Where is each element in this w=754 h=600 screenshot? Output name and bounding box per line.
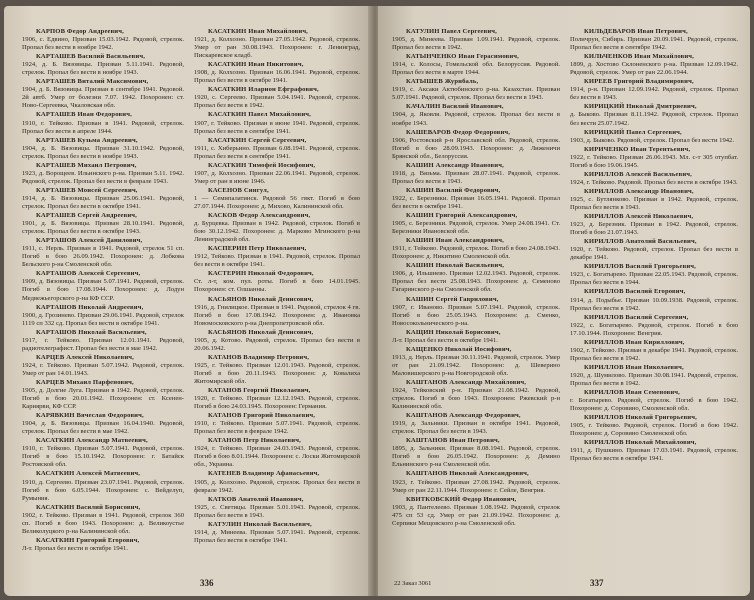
entry-text: 1923, с. Богатырево. Призван 22.05.1943. Рядовой, стрелок. Пропал без вести в 1944. bbox=[570, 271, 738, 287]
entry-name: КАСАТКИН Александр Матвеевич, bbox=[36, 437, 148, 445]
entry-name: КАШИН Александр Иванович, bbox=[406, 161, 504, 169]
entry-name: КИРИЦКИЙ Павел Сергеевич, bbox=[584, 128, 682, 136]
entry bbox=[194, 387, 360, 411]
entry-name: КАСАТКИН Иван Михайлович, bbox=[208, 28, 308, 35]
entry bbox=[570, 53, 738, 77]
entry bbox=[392, 187, 560, 211]
entry-name: КАТКОВ Анатолий Иванович, bbox=[208, 495, 304, 503]
entry bbox=[22, 412, 184, 436]
entry-text: 1917, г. Тейково. Призван 12.01.1941. Рядовой, радиотелеграфист. Пропал без вести в мае 1942. bbox=[22, 336, 184, 352]
entry-text: 1911, д. Пушкино. Призван 17.03.1941. Рядовой, стрелок. Пропал без вести в октябре 1941. bbox=[570, 447, 738, 463]
entry bbox=[194, 496, 360, 520]
entry-text: 1904, д. Б. Вязовицы. Призван в сентябре 1941. Рядовой. 2й автб. Умер от болезни 7.07. 1942. Похоронен: ст. Ново-Сергеевка, Чкаловская обл. bbox=[22, 86, 184, 110]
entry-text: 1920, д. Шумилово. Призван 30.08.1941. Рядовой, стрелок. Пропал без вести в 1942. bbox=[570, 371, 738, 387]
entry-name: КИРИЛЛОВ Василий Егорович, bbox=[584, 288, 686, 296]
entry-name: КВИТКОВСКИЙ Федор Иванович, bbox=[406, 495, 517, 503]
entry-text: 1912, Тейково. Призван в 1941. Рядовой, стрелок. Пропал без вести в октябре 1941. bbox=[194, 253, 360, 269]
entry-text: 1905, д. Минеева. Призван 1.09.1941. Рядовой, стрелок. Пропал без вести в 1942. bbox=[392, 36, 560, 52]
entry bbox=[194, 296, 360, 328]
entry-text: 1916, д. Гнилицкое. Призван в 1941. Рядовой, стрелок 4 гв. Погиб в бою 17.08.1942. Похоронен: д. Ивановка Новомосковского р-на Днепропетровской обл. bbox=[194, 303, 360, 327]
entry-text: Л-т. Пропал без вести в октябре 1941. bbox=[22, 544, 128, 552]
entry-name: КАТУЛИН Николай Васильевич, bbox=[208, 520, 312, 528]
entry-name: КИРИЛЛОВ Алексей Николаевич, bbox=[584, 213, 694, 221]
entry bbox=[570, 364, 738, 388]
entry bbox=[22, 504, 184, 536]
entry-text: 1910, г. Тейково. Призван 5.07.1941. Рядовой, стрелок. Погиб в бою 15.10.1942. Похоронен: г. Батайск Ростовской обл. bbox=[22, 445, 184, 469]
entry-text: 1911, с. Нерль. Призван в 1941. Рядовой, стрелок 51 сп. Погиб в бою 26.09.1942. Похоронен: д. Лобкова Бельского р-на Смоленской обл. bbox=[22, 245, 184, 269]
entry-text: 1924, Тейковский р-н. Призван 21.08.1942. Рядовой, стрелок. Погиб в бою 1943. Похоронен: Ржевский р-н Калининской обл. bbox=[392, 387, 560, 411]
entry-name: КАРТАШОВ Алексей Данилович, bbox=[36, 237, 143, 245]
entry bbox=[22, 137, 184, 161]
entry-name: КАЩЕНКО Николай Иосифович, bbox=[406, 345, 512, 353]
entry-text: Л-т. Пропал без вести в октябре 1941. bbox=[392, 336, 498, 344]
entry-name: КАРТАШЕВ Кузьма Андреевич, bbox=[36, 136, 138, 144]
entry bbox=[570, 103, 738, 127]
entry-name: КАСАТКИН Григорий Егорович, bbox=[36, 536, 140, 544]
entry-text: 1914, д. Минеева. Призван 5.07.1941. Рядовой, стрелок. Пропал без вести в октябре 1941. bbox=[194, 528, 360, 544]
entry bbox=[570, 339, 738, 363]
entry-name: КАСАТКИН Иван Никитович, bbox=[208, 61, 304, 69]
entry-name: КАТЕНЕВ Владимир Афанасьевич, bbox=[208, 470, 320, 478]
entry bbox=[194, 187, 360, 211]
entry-text: 1920, г. Тейково. Призван 12.12.1943. Рядовой, стрелок. Погиб в бою 24.03.1945. Похоронен: Германия. bbox=[194, 395, 360, 411]
entry-text: 1902, г. Тейково. Призван в декабре 1941. Рядовой, стрелок. Пропал без вести в 1942. bbox=[570, 346, 738, 362]
entry-text: д. Бурцевка. Призван в 1942. Рядовой, стрелок. Погиб в бою 30.12.1942. Похоронен: д. Марково Мгинского р-на Ленинградской обл. bbox=[194, 220, 360, 244]
entry bbox=[392, 412, 560, 436]
entry bbox=[22, 270, 184, 302]
entry-name: КАТАНОВ Георгий Николаевич, bbox=[208, 387, 311, 395]
entry-name: КИРИЛЛОВ Василий Григорьевич, bbox=[584, 263, 696, 271]
left-column-2 bbox=[194, 28, 360, 546]
entry bbox=[22, 111, 184, 135]
entry-text: 1911, с. Хиберьино. Призван 6.08.1941. Рядовой, стрелок. Пропал без вести в сентябре 1941. bbox=[194, 144, 360, 160]
entry bbox=[194, 86, 360, 110]
entry bbox=[570, 129, 738, 145]
entry bbox=[22, 28, 184, 52]
entry-name: КАСАТКИН Алексей Матвеевич, bbox=[36, 470, 141, 478]
entry-text: 1909, д. Вязовицы. Призван 5.07.1941. Рядовой, стрелок. Погиб в бою 17.08.1944. Похоронен: д. Лодун Медвежьегорского р-на КФ ССР. bbox=[22, 278, 184, 302]
entry-name: КАТАНОВ Владимир Петрович, bbox=[208, 353, 310, 361]
entry-text: 1895, д. Зальники. Призван 8.08.1941. Рядовой, стрелок. Погиб в бою 26.05.1942. Похоронен: д. Демино Ельнинского р-на Смоленской обл. bbox=[392, 445, 560, 469]
entry bbox=[194, 437, 360, 469]
entry-name: КИРЕЕВ Григорий Владимирович, bbox=[584, 78, 694, 86]
entry-name: КАШТАНОВ Иван Петрович, bbox=[406, 437, 500, 445]
entry-name: КАРТАШЕВ Сергей Андреевич, bbox=[36, 212, 137, 220]
entry-text: 1918, д. Вязьма. Призван 28.07.1941. Рядовой, стрелок. Пропал без вести в 1943. bbox=[392, 169, 560, 185]
entry-text: 1924, д. Б. Вязовицы. Призван 5.11.1941. Рядовой, стрелок. Пропал без вести в ноябре 1943. bbox=[22, 61, 184, 77]
entry-name: КАСАТКИН Павел Михайлович, bbox=[208, 111, 311, 119]
entry-name: КАТУЛИН Павел Сергеевич, bbox=[406, 28, 497, 35]
entry bbox=[22, 162, 184, 186]
entry-name: КАТАНОВ Петр Николаевич, bbox=[208, 437, 301, 445]
entry-name: КИРИЛЛОВ Иван Кириллович, bbox=[584, 338, 685, 346]
entry bbox=[22, 329, 184, 353]
entry-text: 1903, д. Быково. Рядовой, стрелок. Пропал без вести 1942. bbox=[570, 136, 734, 144]
entry bbox=[570, 171, 738, 187]
entry-text: 1903, д. Пантелеево. Призван 1.08.1942. Рядовой, стрелок 475 сп 53 сд. Умер от ран 21.09.1942. Похоронен: д. Серпики Мещовского р-на Смоленской обл. bbox=[392, 503, 560, 527]
entry-text: 1922, г. Тейково. Призван 26.06.1943. Мл. с-т 305 отупбат. Погиб в бою 19.06.1945. bbox=[570, 153, 738, 169]
entry-name: КАРЦЕВ Михаил Парфенович, bbox=[36, 378, 134, 386]
entry-text: 1924, г. Тейково. Призван 5.07.1942. Рядовой, стрелок. Умер от ран 14.01.1943. bbox=[22, 361, 184, 377]
entry-text: Ст. л-т, ком. пул. роты. Погиб в бою 14.01.1945. Похоронен: ст. Олшанны. bbox=[194, 278, 360, 294]
entry bbox=[570, 146, 738, 170]
right-column-2 bbox=[570, 28, 738, 464]
entry-text: 1910, д. Сергеево. Призван 23.07.1941. Рядовой, стрелок. Погиб в бою 6.05.1944. Похоронен: с. Вейделуп, Румыния. bbox=[22, 478, 184, 502]
entry bbox=[22, 53, 184, 77]
right-page bbox=[378, 6, 750, 596]
entry-name: КАСЕНОВ Сингул, bbox=[208, 186, 269, 194]
entry-text: 1904, д. Яковля. Рядовой, стрелок. Пропал без вести в ноябре 1943. bbox=[392, 111, 560, 127]
entry bbox=[194, 354, 360, 386]
entry bbox=[570, 263, 738, 287]
entry bbox=[392, 379, 560, 411]
entry bbox=[392, 53, 560, 77]
entry-text: 1904, д. Б. Вязовицы. Призван 31.10.1942. Рядовой, стрелок. Пропал без вести в ноябре 1943. bbox=[22, 144, 184, 160]
entry bbox=[194, 28, 360, 60]
entry bbox=[392, 437, 560, 469]
entry-name: КАРТАШЕВ Михаил Петрович, bbox=[36, 161, 137, 169]
entry bbox=[570, 28, 738, 52]
entry-name: КАСАТКИН Василий Борисович, bbox=[36, 503, 141, 511]
entry-name: КАТЫШЕВ Журибаль, bbox=[406, 78, 479, 86]
entry bbox=[392, 329, 560, 345]
entry-text: 1924, г. Тейково. Призван 24.03.1943. Рядовой, стрелок. Погиб в бою 8.01.1944. Похоронен: с. Лоски Житомирской обл., Украина. bbox=[194, 445, 360, 469]
entry-name: КАРТАШОВ Николай Васильевич, bbox=[36, 328, 147, 336]
entry-text: 1920, г. Тейково. Рядовой, стрелок. Пропал без вести в декабре 1941. bbox=[570, 246, 738, 262]
entry-text: 1 — Семипалатинск. Рядовой 56 гвкт. Погиб в бою 27.07.1944. Похоронен: д. Михово, Калининской обл. bbox=[194, 194, 360, 210]
entry bbox=[22, 354, 184, 378]
entry-name: КАСАТКИН Сергей Сергеевич, bbox=[208, 136, 307, 144]
entry-name: КАРТАШОВ Николай Андреевич, bbox=[36, 303, 144, 311]
entry-name: КАШИН Иван Александрович, bbox=[406, 237, 504, 245]
entry-text: 1908, д. Колхозно. Призван 16.06.1941. Рядовой, стрелок. Пропал без вести в октябре 1941. bbox=[194, 69, 360, 85]
entry-name: КИРИЛЛОВ Иван Семенович, bbox=[584, 389, 680, 397]
entry bbox=[194, 137, 360, 161]
entry-name: КИРИЛЛОВ Василий Сергеевич, bbox=[584, 313, 689, 321]
entry bbox=[392, 212, 560, 236]
entry-name: КАСАТКИН Иларион Ефграфович, bbox=[208, 86, 319, 94]
entry-name: КАРТАШЕВ Виталий Максимович, bbox=[36, 78, 149, 86]
entry bbox=[570, 314, 738, 338]
entry bbox=[194, 521, 360, 545]
entry-text: 1919, с. Аксаки Актюбинского р-на. Казахстан. Призван 5.07.1941. Рядовой, стрелок. Пропал без вести в 1943. bbox=[392, 86, 560, 102]
entry-text: 1906, д. Ильшнево. Призван 12.02.1943. Рядовой, стрелок. Пропал без вести 25.08.1943. Похоронен: д. Семеново Гагаринского р-на Смоленской обл. bbox=[392, 270, 560, 294]
entry bbox=[392, 237, 560, 261]
entry-text: 1922, с. Богатырево. Рядовой, стрелок. Погиб в бою 17.10.1944. Похоронен: Венгрия. bbox=[570, 321, 738, 337]
entry bbox=[392, 262, 560, 294]
entry-name: КАТЫНЧЕНКО Иван Герасимович, bbox=[406, 53, 519, 61]
entry-name: КИЛЬЧЕНКОВ Иван Михайлович, bbox=[584, 53, 694, 61]
entry-text: 1905, д. Колхозно. Рядовой, стрелок. Пропал без вести в феврале 1942. bbox=[194, 478, 360, 494]
entry-name: КАШИН Николай Васильевич, bbox=[406, 262, 504, 270]
entry bbox=[22, 379, 184, 411]
entry-text: 1906, с. Едвино, Призван 15.03.1942. Рядовой, стрелок. Пропал без вести в ноябре 1942. bbox=[22, 36, 184, 52]
entry bbox=[570, 188, 738, 212]
entry-name: КАСКОВ Федор Александрович, bbox=[208, 212, 311, 220]
entry-text: Поличрун, Сибирь. Призван 20.09.1941. Рядовой, стрелок. Пропал без вести в сентябре 1942. bbox=[570, 36, 738, 52]
page-number-left: 336 bbox=[200, 578, 214, 588]
entry-name: КАЩИН Николай Борисович, bbox=[406, 328, 501, 336]
entry-text: 1911, г. Тейково. Рядовой, стрелок. Погиб в бою 24.08.1943. Похоронен: д. Никитино Смоленской обл. bbox=[392, 245, 560, 261]
entry-text: 1910, г. Тейково. Призван 5.07.1941. Рядовой, стрелок. Пропал без вести в феврале 1942. bbox=[194, 420, 360, 436]
entry-name: КАСАТКИН Тимофей Иосифович, bbox=[208, 161, 316, 169]
entry-name: КАРЯВКИН Вячеслав Федорович, bbox=[36, 412, 144, 420]
entry bbox=[392, 162, 560, 186]
entry-name: КАРТАШОВ Алексей Сергеевич, bbox=[36, 270, 141, 278]
entry bbox=[570, 414, 738, 438]
entry bbox=[22, 537, 184, 553]
entry-text: 1925, г. Тейково. Призван 12.01.1943. Рядовой, стрелок. Погиб в бою 20.11.1943. Похоронен: д. Ковалиха Житомирской обл. bbox=[194, 361, 360, 385]
entry bbox=[194, 162, 360, 186]
entry-name: КАШТАНОВ Александр Федорович, bbox=[406, 412, 521, 420]
entry-text: 1914, с. Колосы, Гомельской обл. Белоруссия. Рядовой. Пропал без вести в марте 1944. bbox=[392, 61, 560, 77]
entry-text: 1910, г. Тейково. Призван в 1941. Рядовой, стрелок. Пропал без вести в апреле 1944. bbox=[22, 119, 184, 135]
entry bbox=[22, 304, 184, 328]
entry-text: 1905, г. Тейково. Рядовой, стрелок. Погиб в бою 1942. Похоронен: д. Соровино Смоленской обл. bbox=[570, 422, 738, 438]
entry bbox=[194, 329, 360, 353]
entry bbox=[392, 78, 560, 102]
entry-name: КИРИЦКИЙ Николай Дмитриевич, bbox=[584, 103, 697, 111]
entry-text: 1925, с. Светицы. Призван 5.01.1943. Рядовой, стрелок. Пропал без вести в 1943. bbox=[194, 503, 360, 519]
entry-name: КИРИЛЛОВ Иван Николаевич, bbox=[584, 363, 684, 371]
entry bbox=[22, 437, 184, 469]
entry bbox=[22, 78, 184, 110]
entry-text: 1914, д. Б. Вязовицы. Призван 25.06.1941. Рядовой, стрелок. Пропал без вести в октябре 1941. bbox=[22, 194, 184, 210]
entry-name: КАТАНОВ Григорий Николаевич, bbox=[208, 412, 316, 420]
entry-name: КАСПЕРИН Петр Николаевич, bbox=[208, 245, 307, 253]
entry-text: 1907, г. Иваново. Призван 5.07.1941. Рядовой, стрелок. Погиб в бою 25.05.1943. Похоронен: д. Сменко, Новосокольнического р-на. bbox=[392, 303, 560, 327]
entry-text: 1905, д. Котово. Рядовой, стрелок. Пропал без вести в 20.06.1942. bbox=[194, 336, 360, 352]
entry-text: 1899, д. Хостово Склоненского р-на. Призван 12.09.1942. Рядовой, стрелок. Умер от ран 22.06.1944. bbox=[570, 61, 738, 77]
entry bbox=[194, 270, 360, 294]
entry-name: КАШИН Григорий Александрович, bbox=[406, 212, 518, 220]
entry bbox=[194, 61, 360, 85]
entry bbox=[570, 439, 738, 463]
entry-text: 1905, с. Березники. Рядовой, стрелок. Умер 24.08.1941. Ст. Березники Ивановской обл. bbox=[392, 220, 560, 236]
entry-name: КАЧАЛИН Василий Иванович, bbox=[406, 103, 504, 111]
entry bbox=[570, 288, 738, 312]
entry bbox=[392, 296, 560, 328]
entry-text: 1919, д. Зальники. Призван в октябре 1941. Рядовой, стрелок. Пропал без вести в 1943. bbox=[392, 420, 560, 436]
left-column-1 bbox=[22, 28, 184, 554]
entry-text: 1924, г. Тейково. Рядовой. Пропал без вести в октябре 1943. bbox=[570, 178, 738, 186]
entry bbox=[392, 129, 560, 161]
entry-name: КАРТАШЕВ Иван Федорович, bbox=[36, 111, 132, 119]
entry-name: КАСЬЯНОВ Николай Денисович, bbox=[208, 328, 314, 336]
entry bbox=[194, 470, 360, 494]
entry bbox=[570, 78, 738, 102]
entry-text: г. Богатырево. Рядовой, стрелок. Погиб в бою 1942. Похоронен: д. Соровино, Смоленской обл. bbox=[570, 397, 738, 413]
entry-text: 1914, д. Подыбье. Призван 10.09.1938. Рядовой, стрелок. Пропал без вести в 1942. bbox=[570, 296, 738, 312]
entry-name: КИРИЛЛОВ Анатолий Васильевич, bbox=[584, 238, 697, 246]
entry-name: КИЛЬДЕВАРОВ Иван Петрович, bbox=[584, 28, 688, 35]
entry-text: 1905, д. Долгие Луга. Призван в 1942. Рядовой, стрелок. Погиб в бою 20.01.1942. Похоронен: ст. Ксенен-Кариярви, КФ ССР. bbox=[22, 387, 184, 411]
entry-text: д. Быково. Призван 8.11.1942. Рядовой, стрелок. Пропал без вести 25.07.1942. bbox=[570, 111, 738, 127]
entry-name: КИРИЧЕНКО Иван Терентьевич, bbox=[584, 145, 691, 153]
entry-text: 1913, д. Нерль. Призван 30.11.1941. Рядовой, стрелок. Умер от ран 21.09.1942. Похоронен: д. Шеверино Маловишерского р-на Новгородской обл. bbox=[392, 353, 560, 377]
entry-name: КАСТЕРИН Николай Федорович, bbox=[208, 270, 314, 278]
entry-text: 1925, с. Бутлянково. Призван в 1942. Рядовой, стрелок. Пропал без вести в 1943. bbox=[570, 195, 738, 211]
entry bbox=[22, 237, 184, 269]
entry bbox=[570, 213, 738, 237]
entry-name: КАСЬЯНОВ Николай Денисович, bbox=[208, 295, 314, 303]
entry-name: КАШЕВАРОВ Федор Федорович, bbox=[406, 128, 511, 136]
entry-name: КАРТАШЕВ Моисей Сергеевич, bbox=[36, 186, 138, 194]
entry-text: 1900, д. Грозинево. Призван 29.06.1941. Рядовой, стрелок 1119 сп 332 сд. Пропал без вести в октябре 1941. bbox=[22, 311, 184, 327]
entry bbox=[22, 470, 184, 502]
entry bbox=[392, 470, 560, 494]
entry-text: 1902, г. Тейково. Призван в 1941. Рядовой, стрелок 360 сп. Погиб в бою 1943. Похоронен: д. Великоустье Великолуцкого р-на Калининской обл. bbox=[22, 511, 184, 535]
entry-text: 1907, г. Тейково. Призван в июне 1941. Рядовой, стрелок. Пропал без вести в сентябре 1941. bbox=[194, 119, 360, 135]
entry-text: 1922, с. Березники. Призван 16.05.1941. Рядовой. Пропал без вести в октябре 1941. bbox=[392, 194, 560, 210]
left-page bbox=[4, 6, 372, 596]
entry bbox=[392, 346, 560, 378]
entry-text: 1907, д. Колхозно. Призван 22.06.1941. Рядовой, стрелок. Умер от ран в июне 1946. bbox=[194, 169, 360, 185]
entry bbox=[22, 212, 184, 236]
entry bbox=[194, 111, 360, 135]
entry bbox=[194, 212, 360, 244]
entry-name: КИРИЛЛОВ Александр Иванович, bbox=[584, 187, 694, 195]
entry-name: КАРЦЕВ Алексей Николаевич, bbox=[36, 353, 134, 361]
entry bbox=[22, 187, 184, 211]
entry bbox=[392, 28, 560, 52]
entry-name: КИРИЛЛОВ Николай Григорьевич, bbox=[584, 414, 697, 422]
entry bbox=[570, 238, 738, 262]
entry-name: КАШИН Василий Федорович, bbox=[406, 186, 501, 194]
entry-name: КАРТАШЕВ Василий Васильевич, bbox=[36, 53, 145, 61]
entry-text: 1904, д. Б. Вязовицы. Призван 16.04.1940. Рядовой, стрелок. Пропал без вести в мае 1942. bbox=[22, 420, 184, 436]
entry-text: 1920, с. Сергеево. Призван 5.04.1941. Рядовой, стрелок. Пропал без вести в 1942. bbox=[194, 94, 360, 110]
entry-text: 1906, Ростовский р-н Ярославской обл. Рядовой, стрелок. Погиб в бою 28.09.1943. Похоронен: д. Лиженичи Брянской обл., Белоруссия. bbox=[392, 136, 560, 160]
entry bbox=[392, 496, 560, 528]
entry-name: КАШИН Сергей Гаврилович, bbox=[406, 295, 499, 303]
entry-text: 1901, д. Б. Вязовицы. Призван 28.10.1941. Рядовой, стрелок. Пропал без вести в октябре 1943. bbox=[22, 220, 184, 236]
entry-name: КАРПОВ Федор Андреевич, bbox=[36, 28, 124, 35]
entry-name: КИРИЛЛОВ Алексей Васильевич, bbox=[584, 170, 692, 178]
entry-name: КАШТАНОВ Николай Александрович, bbox=[406, 470, 529, 478]
entry-text: 1923, д. Ворощеев. Ильинского р-на. Призван 5.11. 1942. Рядовой, стрелок. Пропал без вести в феврале 1943. bbox=[22, 169, 184, 185]
entry bbox=[194, 412, 360, 436]
entry bbox=[570, 389, 738, 413]
entry-text: 1923, д. Березник. Призван в 1942. Рядовой, стрелок. Погиб в бою 21.07.1943. bbox=[570, 221, 738, 237]
entry-text: 1921, д. Колхозно. Призван 27.05.1942. Рядовой, стрелок. Умер от ран 30.08.1943. Похоронен: г. Ленинград, Пискаревское кладб. bbox=[194, 36, 360, 60]
entry-text: 1923, г. Тейково. Призван 27.08.1942. Рядовой, стрелок. Умер от ран 22.11.1944. Похоронен: г. Сейле, Венгрия. bbox=[392, 478, 560, 494]
entry-name: КИРИЛЛОВ Николай Михайлович, bbox=[584, 439, 697, 447]
entry bbox=[194, 245, 360, 269]
entry-text: 1914, р-н. Призван 12.09.1942. Рядовой, стрелок. Пропал без вести в 1943. bbox=[570, 86, 738, 102]
right-column-1 bbox=[392, 28, 560, 529]
page-number-right: 337 bbox=[590, 578, 604, 588]
print-order-note: 22 Заказ 3061 bbox=[394, 580, 432, 587]
entry bbox=[392, 103, 560, 127]
entry-name: КАШТАНОВ Александр Михайлович, bbox=[406, 378, 527, 386]
